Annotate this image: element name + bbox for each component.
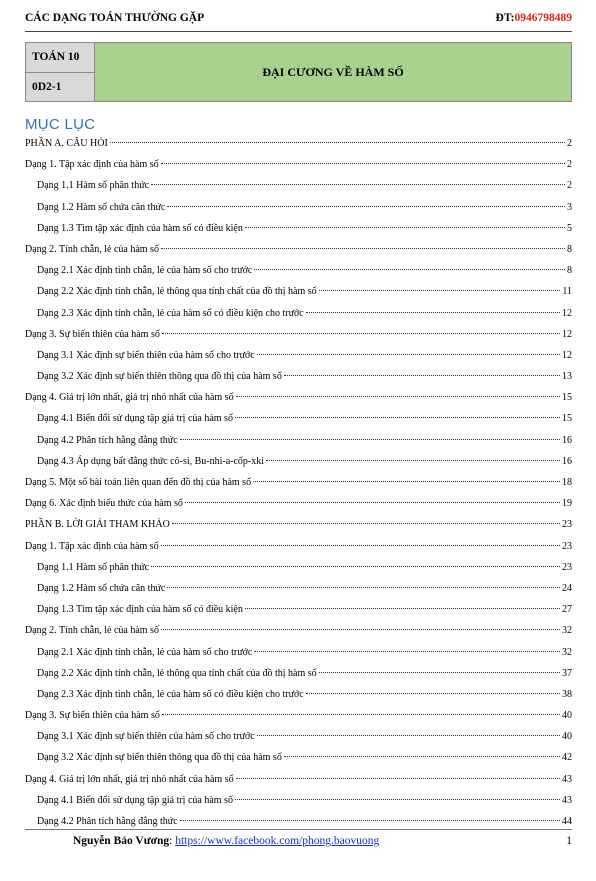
toc-entry-title: Dạng 4.1 Biến đổi sử dụng tập giá trị của hàm số	[37, 413, 233, 425]
toc-entry-page: 27	[562, 604, 572, 616]
toc-dot-leader	[306, 693, 560, 694]
toc-entry[interactable]	[25, 730, 572, 751]
toc-entry-page: 8	[567, 265, 572, 277]
toc-entry-title: PHẦN A. CÂU HỎI	[25, 138, 108, 149]
toc-entry-page: 12	[562, 349, 572, 361]
toc-entry[interactable]	[25, 455, 572, 476]
toc-entry[interactable]	[25, 688, 572, 709]
author-name: Nguyễn Bảo Vương	[73, 835, 170, 847]
toc-entry-page: 19	[562, 498, 572, 510]
toc-entry-title: Dạng 4.2 Phân tích hằng đẳng thức	[37, 816, 178, 827]
toc-entry-page: 15	[562, 413, 572, 425]
author-separator: :	[169, 835, 176, 847]
toc-entry[interactable]	[25, 179, 572, 200]
toc-heading: MỤC LỤC	[25, 116, 96, 133]
subject-code-box	[26, 43, 95, 101]
toc-dot-leader	[254, 651, 560, 652]
toc-entry-title: Dạng 3.2 Xác định sự biến thiên thông qua đồ thị của hàm số	[37, 371, 282, 383]
page-header	[25, 9, 572, 32]
phone-number: 0946798489	[514, 12, 572, 24]
page-footer	[25, 829, 572, 856]
toc-entry[interactable]	[25, 667, 572, 688]
toc-dot-leader	[161, 163, 565, 164]
toc-dot-leader	[257, 735, 560, 736]
title-banner	[25, 42, 572, 102]
toc-entry[interactable]	[25, 328, 572, 349]
toc-entry[interactable]	[25, 158, 572, 179]
toc-entry-page: 23	[562, 519, 572, 531]
toc-dot-leader	[284, 375, 560, 376]
toc-dot-leader	[319, 672, 560, 673]
toc-dot-leader	[306, 312, 560, 313]
toc-entry[interactable]	[25, 349, 572, 370]
toc-dot-leader	[235, 417, 560, 418]
toc-entry-page: 2	[567, 138, 572, 149]
toc-entry-title: Dạng 3. Sự biến thiên của hàm số	[25, 328, 160, 340]
toc-dot-leader	[167, 206, 565, 207]
toc-entry-title: Dạng 2. Tính chẵn, lẻ của hàm số	[25, 625, 159, 637]
toc-entry-page: 38	[562, 688, 572, 700]
toc-dot-leader	[161, 629, 560, 630]
toc-entry-page: 12	[562, 328, 572, 340]
toc-entry[interactable]	[25, 285, 572, 306]
toc-entry-title: Dạng 4. Giá trị lớn nhất, giá trị nhỏ nhất của hàm số	[25, 392, 234, 404]
toc-dot-leader	[161, 545, 560, 546]
toc-dot-leader	[110, 142, 565, 143]
toc-entry[interactable]	[25, 709, 572, 730]
toc-entry-title: Dạng 2. Tính chẵn, lẻ của hàm số	[25, 243, 159, 255]
toc-entry[interactable]	[25, 646, 572, 667]
toc-dot-leader	[180, 820, 560, 821]
toc-entry[interactable]	[25, 582, 572, 603]
toc-entry-title: Dạng 4.3 Áp dụng bất đẳng thức cô-si, Bu-nhi-a-cốp-xki	[37, 455, 265, 467]
header-phone	[496, 12, 572, 24]
toc-entry-page: 3	[567, 201, 572, 213]
facebook-link[interactable]: https://www.facebook.com/phong.baovuong	[175, 835, 380, 847]
toc-entry-page: 8	[567, 243, 572, 255]
toc-entry-page: 44	[562, 816, 572, 827]
toc-entry[interactable]	[25, 476, 572, 497]
toc-entry-page: 24	[562, 582, 572, 594]
toc-entry-title: Dạng 2.3 Xác định tính chẵn, lẻ của hàm số có điều kiện cho trước	[37, 307, 304, 319]
toc-entry-page: 43	[562, 794, 572, 806]
toc-dot-leader	[284, 756, 560, 757]
toc-entry[interactable]	[25, 243, 572, 264]
toc-entry-title: Dạng 2.3 Xác định tính chẵn, lẻ của hàm số có điều kiện cho trước	[37, 688, 304, 700]
toc-dot-leader	[245, 608, 560, 609]
toc-entry-page: 40	[562, 731, 572, 743]
toc-entry-page: 12	[562, 307, 572, 319]
toc-dot-leader	[236, 396, 560, 397]
toc-entry-page: 16	[562, 434, 572, 446]
toc-entry-title: Dạng 3.1 Xác định sự biến thiên của hàm số cho trước	[37, 349, 255, 361]
toc-entry-page: 5	[567, 222, 572, 234]
chapter-title: ĐẠI CƯƠNG VỀ HÀM SỐ	[95, 43, 571, 101]
toc-entry-title: Dạng 3. Sự biến thiên của hàm số	[25, 710, 160, 722]
toc-entry[interactable]	[25, 540, 572, 561]
toc-entry-page: 32	[562, 646, 572, 658]
toc-entry-title: Dạng 5. Một số bài toán liên quan đến đồ thị của hàm số	[25, 477, 252, 488]
toc-entry[interactable]	[25, 794, 572, 815]
toc-dot-leader	[162, 714, 560, 715]
toc-entry-page: 23	[562, 540, 572, 552]
toc-dot-leader	[245, 227, 565, 228]
toc-entry-page: 40	[562, 710, 572, 722]
toc-entry[interactable]	[25, 603, 572, 624]
toc-entry-title: Dạng 1. Tập xác định của hàm số	[25, 159, 159, 171]
toc-entry-title: Dạng 1. Tập xác định của hàm số	[25, 540, 159, 552]
toc-entry[interactable]	[25, 518, 572, 539]
toc-entry-title: Dạng 4.2 Phân tích hằng đẳng thức	[37, 434, 178, 446]
phone-label: ĐT:	[495, 12, 515, 24]
toc-entry-page: 16	[562, 455, 572, 467]
toc-entry-page: 42	[562, 752, 572, 764]
toc-entry[interactable]	[25, 307, 572, 328]
toc-dot-leader	[266, 460, 560, 461]
toc-entry[interactable]	[25, 222, 572, 243]
subject-label: TOÁN 10	[26, 43, 94, 73]
toc-dot-leader	[254, 269, 565, 270]
toc-entry-page: 23	[562, 561, 572, 573]
toc-entry-title: Dạng 1.2 Hàm số chứa căn thức	[37, 582, 166, 594]
toc-dot-leader	[167, 587, 560, 588]
toc-entry-page: 18	[562, 477, 572, 488]
toc-entry-page: 43	[562, 773, 572, 785]
toc-dot-leader	[151, 184, 565, 185]
toc-dot-leader	[180, 439, 560, 440]
toc-entry-title: Dạng 1.3 Tìm tập xác định của hàm số có điều kiện	[37, 604, 243, 616]
toc-entry-page: 11	[562, 286, 572, 298]
toc-dot-leader	[253, 481, 560, 482]
toc-entry-page: 32	[562, 625, 572, 637]
toc-entry-title: Dạng 6. Xác định biểu thức của hàm số	[25, 498, 183, 510]
toc-dot-leader	[235, 799, 560, 800]
toc-entry-title: Dạng 1.1 Hàm số phân thức	[37, 180, 150, 192]
toc-entry-page: 2	[567, 180, 572, 192]
toc-entry-title: Dạng 2.2 Xác định tính chẵn, lẻ thông qua tính chất của đồ thị hàm số	[37, 667, 317, 679]
toc-dot-leader	[172, 523, 560, 524]
toc-entry[interactable]	[25, 497, 572, 518]
page-number: 1	[566, 835, 572, 847]
toc-entry-page: 2	[567, 159, 572, 171]
toc-entry-title: Dạng 2.2 Xác định tính chẵn, lẻ thông qua tính chất của đồ thị hàm số	[37, 286, 317, 298]
toc-dot-leader	[151, 566, 560, 567]
toc-entry-page: 37	[562, 667, 572, 679]
toc-entry[interactable]	[25, 391, 572, 412]
toc-entry[interactable]	[25, 624, 572, 645]
header-title: CÁC DẠNG TOÁN THƯỜNG GẶP	[25, 12, 205, 24]
toc-entry[interactable]	[25, 561, 572, 582]
toc-dot-leader	[236, 778, 560, 779]
table-of-contents	[25, 137, 572, 836]
toc-entry[interactable]	[25, 370, 572, 391]
toc-entry-title: Dạng 1.3 Tìm tập xác định của hàm số có điều kiện	[37, 222, 243, 234]
toc-entry[interactable]	[25, 412, 572, 433]
toc-entry-title: Dạng 1.1 Hàm số phân thức	[37, 561, 150, 573]
toc-entry[interactable]	[25, 137, 572, 158]
toc-entry[interactable]	[25, 201, 572, 222]
toc-entry[interactable]	[25, 773, 572, 794]
toc-entry[interactable]	[25, 751, 572, 772]
toc-entry-title: Dạng 3.2 Xác định sự biến thiên thông qua đồ thị của hàm số	[37, 752, 282, 764]
toc-dot-leader	[162, 333, 560, 334]
footer-author-line	[73, 835, 379, 847]
toc-entry-title: Dạng 4. Giá trị lớn nhất, giá trị nhỏ nhất của hàm số	[25, 773, 234, 785]
toc-entry-title: Dạng 2.1 Xác định tính chẵn, lẻ của hàm số cho trước	[37, 646, 253, 658]
toc-entry-page: 13	[562, 371, 572, 383]
toc-dot-leader	[185, 502, 560, 503]
toc-entry-page: 15	[562, 392, 572, 404]
toc-entry-title: Dạng 3.1 Xác định sự biến thiên của hàm số cho trước	[37, 731, 255, 743]
toc-entry-title: Dạng 2.1 Xác định tính chẵn, lẻ của hàm số cho trước	[37, 265, 253, 277]
toc-entry[interactable]	[25, 264, 572, 285]
toc-dot-leader	[161, 248, 565, 249]
toc-entry-title: Dạng 1.2 Hàm số chứa căn thức	[37, 201, 166, 213]
toc-dot-leader	[257, 354, 560, 355]
toc-dot-leader	[319, 290, 561, 291]
toc-entry[interactable]	[25, 434, 572, 455]
toc-entry-title: Dạng 4.1 Biến đổi sử dụng tập giá trị của hàm số	[37, 794, 233, 806]
lesson-code: 0D2-1	[32, 80, 62, 93]
toc-entry-title: PHẦN B. LỜI GIẢI THAM KHẢO	[25, 519, 170, 531]
